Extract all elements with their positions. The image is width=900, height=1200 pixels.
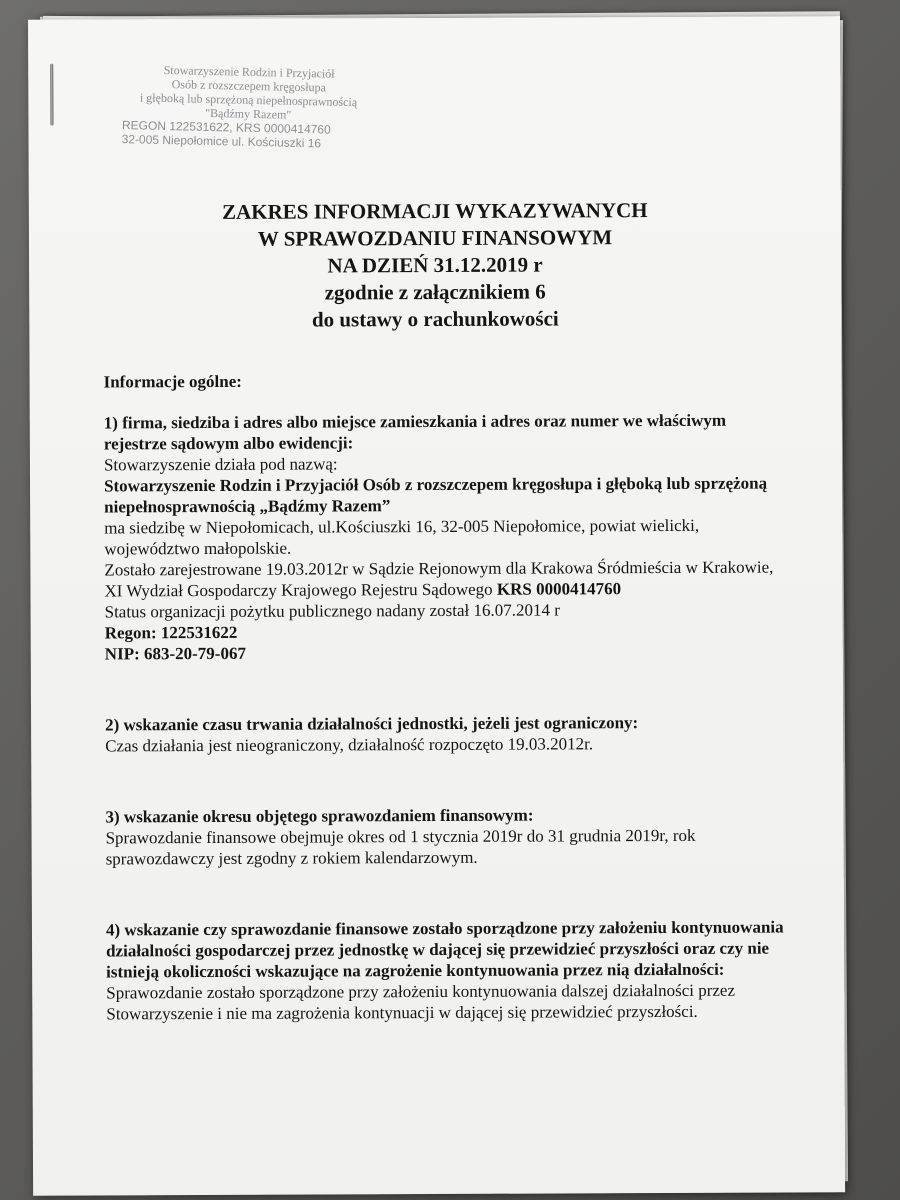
regon-number: Regon: 122531622 bbox=[104, 622, 238, 643]
document-title bbox=[29, 196, 842, 335]
registry-division bbox=[104, 577, 784, 601]
title-line-2: W SPRAWOZDANIU FINANSOWYM bbox=[257, 225, 613, 251]
nip-number: NIP: 683-20-79-067 bbox=[104, 643, 246, 664]
stamp-line-1: Stowarzyszenie Rodzin i Przyjaciół bbox=[163, 62, 335, 81]
title-line-4: zgodnie z załącznikiem 6 bbox=[324, 279, 546, 305]
section-4-text: Sprawozdanie zostało sporządzone przy założeniu kontynuowania dalszej działalności przez Stowarzyszenie i nie ma zagrożenia kontynuacji w dającej się przewidzieć przyszłości. bbox=[106, 980, 736, 1024]
organization-address: ma siedzibę w Niepołomicach, ul.Kościuszki 16, 32-005 Niepołomice, powiat wielicki, województwo małopolskie. bbox=[104, 515, 700, 559]
section-1-heading: 1) firma, siedziba i adres albo miejsce zamieszkania i adres oraz numer we właściwym rejestrze sądowym albo ewidencji: bbox=[103, 410, 727, 454]
document-body bbox=[104, 368, 787, 1024]
registry-division-text: XI Wydział Gospodarczy Krajowego Rejestru Sądowego bbox=[104, 579, 497, 601]
organization-name: Stowarzyszenie Rodzin i Przyjaciół Osób z rozszczepem kręgosłupa i głęboką lub sprzężoną niepełnosprawnością „Bądźmy Razem” bbox=[103, 473, 768, 517]
organization-stamp bbox=[118, 62, 380, 152]
section-2-heading: 2) wskazanie czasu trwania działalności jednostki, jeżeli jest ograniczony: bbox=[105, 713, 639, 735]
stamp-line-5: REGON 122531622, KRS 0000414760 bbox=[121, 118, 331, 137]
stamp-line-6: 32-005 Niepołomice ul. Kościuszki 16 bbox=[121, 132, 322, 151]
stamp-line-3: i głęboką lub sprzężoną niepełnosprawnością bbox=[139, 90, 358, 110]
krs-number: KRS 0000414760 bbox=[496, 579, 622, 599]
section-3-heading: 3) wskazanie okresu objętego sprawozdaniem finansowym: bbox=[105, 805, 534, 827]
title-line-1: ZAKRES INFORMACJI WYKAZYWANYCH bbox=[222, 198, 648, 224]
stamp-line-4: "Bądźmy Razem" bbox=[205, 105, 292, 122]
section-3-text: Sprawozdanie finansowe obejmuje okres od 1 stycznia 2019r do 31 grudnia 2019r, rok sprawozdawczy jest zgodny z rokiem kalendarzowym. bbox=[105, 825, 696, 869]
registration-info: Zostało zarejestrowane 19.03.2012r w Sądzie Rejonowym dla Krakowa Śródmieścia w Krakowie, bbox=[104, 557, 774, 580]
staple bbox=[50, 64, 53, 126]
document-page bbox=[28, 16, 845, 1196]
title-line-3: NA DZIEŃ 31.12.2019 r bbox=[327, 252, 543, 278]
section-2-text: Czas działania jest nieograniczony, działalność rozpoczęto 19.03.2012r. bbox=[105, 734, 594, 756]
section-1-intro: Stowarzyszenie działa pod nazwą: bbox=[103, 454, 338, 475]
stamp-line-2: Osób z rozszczepem kręgosłupa bbox=[171, 77, 327, 95]
opp-status: Status organizacji pożytku publicznego nadany został 16.07.2014 r bbox=[104, 600, 560, 622]
section-4-heading: 4) wskazanie czy sprawozdanie finansowe zostało sporządzone przy założeniu kontynuowania działalności gospodarczej przez jednostkę w dającej się przewidzieć przyszłości oraz czy nie istnieją okoliczności wskazujące na zagrożenie kontynuowania przez nią działalności: bbox=[105, 917, 784, 982]
general-heading: Informacje ogólne: bbox=[103, 371, 242, 392]
title-line-5: do ustawy o rachunkowości bbox=[311, 306, 559, 332]
